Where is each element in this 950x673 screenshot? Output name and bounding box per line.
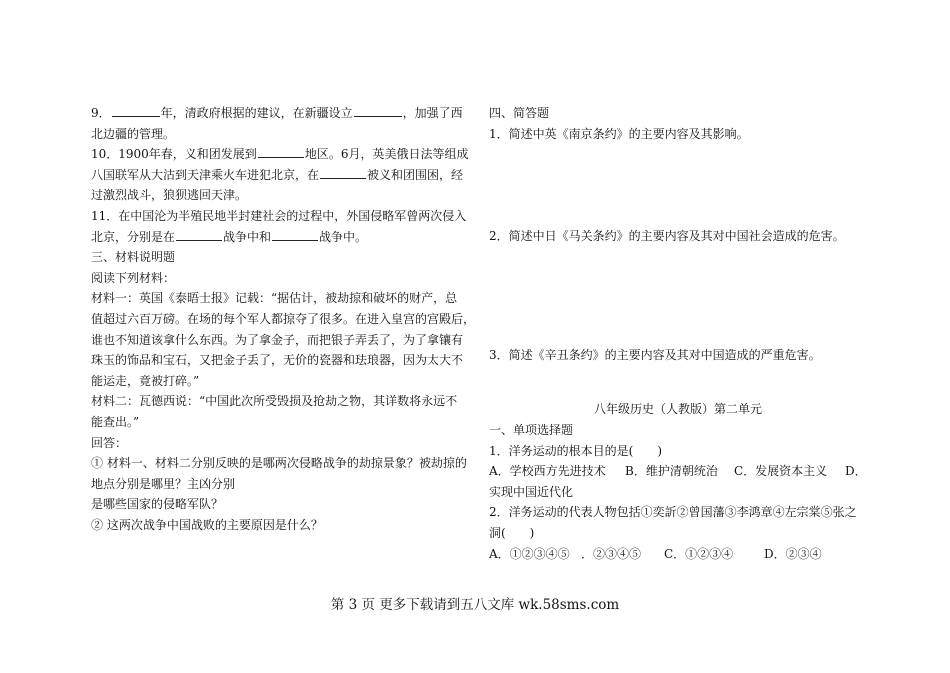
material-1-line: 值超过六百万磅。在场的每个军人都掠夺了很多。在进入皇宫的宫殿后， [91, 311, 476, 326]
left-column [91, 103, 476, 535]
option-d[interactable]: D．②③④ [764, 546, 822, 561]
option-c[interactable]: C．发展资本主义 [734, 464, 828, 479]
unit-title: 八年级历史（人教版）第二单元 [593, 402, 762, 417]
material-1-line: 能运走，竟被打碎。” [91, 373, 200, 388]
option-a[interactable]: A．学校西方先进技术 [489, 464, 606, 479]
answer-space[interactable] [489, 365, 867, 399]
answer-label: 回答： [91, 435, 128, 450]
option-b[interactable]: B．维护清朝统治 [625, 464, 718, 479]
section-heading-materials: 三、材料说明题 [91, 250, 176, 265]
mc-question-2-stem: 洞( ) [489, 525, 535, 540]
mc-question-1-option-continuation: 实现中国近代化 [489, 484, 574, 499]
option-c[interactable]: C．①②③④ [664, 546, 734, 561]
section-heading-short-answer: 四、简答题 [489, 106, 550, 120]
question-9-line-1: 9． 年，清政府根据的建议，在新疆设立 ，加强了西 [91, 103, 469, 124]
question-10-line-1: 10．1900年春，义和团发展到 地区。6月，英美俄日法等组成 [91, 144, 469, 165]
read-instruction: 阅读下列材料： [91, 270, 176, 285]
page-footer: 第 3 页 更多下载请到五八文库 wk.58sms.com [330, 597, 620, 613]
material-1-line: 珠玉的饰品和宝石，又把金子丢了，无价的瓷器和珐琅器，因为太大不 [91, 353, 464, 368]
fill-blank[interactable] [112, 103, 160, 117]
fill-blank[interactable] [176, 227, 222, 241]
answer-space[interactable] [489, 144, 867, 226]
question-10-line-2: 八国联军从大沽到天津乘火车进犯北京，在 被义和团围困，经 [91, 165, 469, 186]
short-answer-question-3: 3．简述《辛丑条约》的主要内容及其对中国造成的严重危害。 [489, 347, 821, 362]
fill-blank[interactable] [320, 165, 366, 179]
material-1-line: 谁也不知道该拿什么东西。为了拿金子，而把银子弄丢了，为了拿镶有 [91, 332, 464, 347]
answer-question-1-line: ① 材料一、材料二分别反映的是哪两次侵略战争的劫掠景象？被劫掠的 [91, 456, 467, 471]
fill-blank[interactable] [354, 103, 402, 117]
material-2-line: 材料二：瓦德西说：“中国此次所受毁损及抢劫之物，其详数将永远不 [91, 394, 458, 409]
mc-question-2-stem: 2．洋务运动的代表人物包括①奕訢②曾国藩③李鸿章④左宗棠⑤张之 [489, 505, 857, 520]
answer-space[interactable] [489, 247, 867, 345]
option-a[interactable]: A．①②③④⑤ [489, 546, 570, 561]
answer-question-1-line: 是哪些国家的侵略军队？ [91, 497, 224, 512]
fill-blank[interactable] [272, 227, 318, 241]
answer-question-1-line: 地点分别是哪里？主凶分别 [91, 476, 236, 491]
option-d[interactable]: D． [845, 464, 867, 479]
section-heading-multiple-choice: 一、单项选择题 [489, 422, 574, 437]
short-answer-question-1: 1．简述中英《南京条约》的主要内容及其影响。 [489, 126, 749, 141]
material-1-line: 材料一：英国《泰晤士报》记载：“据估计，被劫掠和破坏的财产，总 [91, 291, 458, 306]
short-answer-question-2: 2．简述中日《马关条约》的主要内容及其对中国社会造成的危害。 [489, 229, 845, 244]
question-9-line-2: 北边疆的管理。 [91, 126, 176, 141]
material-2-line: 能查出。” [91, 414, 140, 429]
question-11-line-2: 北京，分别是在 战争中和 战争中。 [91, 227, 469, 248]
right-column [489, 103, 867, 564]
mc-question-2-options [489, 544, 867, 565]
question-11-line-1: 11．在中国沦为半殖民地半封建社会的过程中，外国侵略军曾两次侵入 [91, 208, 467, 223]
mc-question-1-options [489, 461, 867, 482]
question-10-line-3: 过激烈战斗，狼狈逃回天津。 [91, 188, 248, 203]
fill-blank[interactable] [258, 144, 304, 158]
mc-question-1-stem: 1．洋务运动的根本目的是( ) [489, 443, 662, 458]
answer-question-2: ② 这两次战争中国战败的主要原因是什么？ [91, 517, 323, 532]
option-b[interactable]: ．②③④⑤ [581, 546, 642, 561]
